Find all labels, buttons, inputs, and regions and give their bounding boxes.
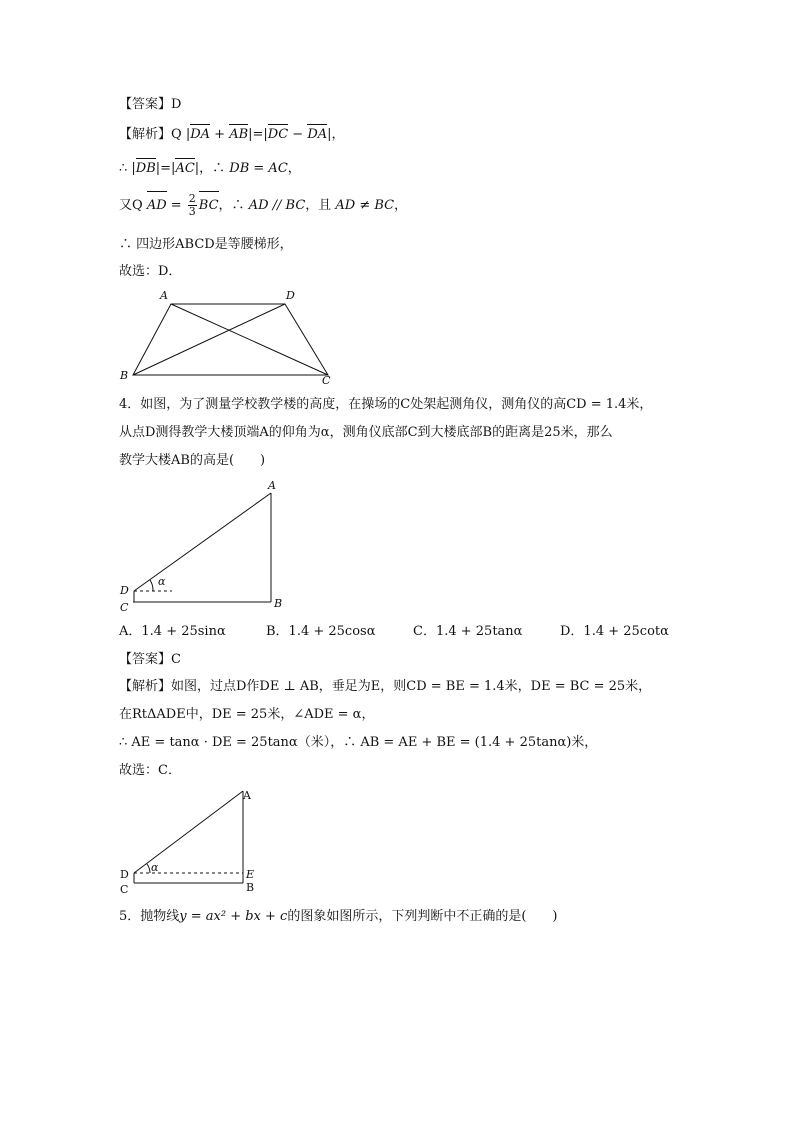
label-a-q4: A (268, 479, 276, 492)
option-c[interactable]: C．1.4 + 25tanα (413, 624, 523, 639)
analysis2-line-3: ∴ AE = tanα · DE = 25tanα（米），∴ AB = AE + BE = (1.4 + 25tanα)米， (119, 735, 598, 750)
q4-line-3: 教学大楼AB的高是( ) (119, 453, 266, 468)
because-symbol: Q (171, 127, 182, 142)
analysis2-line-4: 故选：C． (119, 763, 181, 778)
q5-formula: y = ax² + bx + c (179, 909, 288, 924)
label-alpha-q4: α (158, 575, 166, 588)
option-b[interactable]: B．1.4 + 25cosα (266, 624, 376, 639)
vector-ac: AC (175, 161, 195, 176)
fraction-denominator: 3 (188, 205, 196, 218)
vector-da-2: DA (307, 127, 328, 142)
option-d[interactable]: D．1.4 + 25cotα (560, 624, 669, 639)
vector-ad: AD (147, 193, 167, 219)
q4-line-1: 4．如图，为了测量学校教学楼的高度，在操场的C处架起测角仪，测角仪的高CD = 1.4米， (119, 397, 653, 412)
equation-db-ac: DB = AC (229, 161, 288, 176)
analysis-line-2: ∴ |DB|=|AC|，∴ DB = AC， (119, 161, 301, 176)
angle-arc-2 (147, 864, 150, 873)
q5-prefix: 5．抛物线 (119, 909, 180, 924)
vector-dc: DC (267, 127, 289, 142)
vector-ab: AB (229, 127, 249, 142)
answer-label-1: 【答案】D (119, 97, 182, 112)
label-b: B (120, 369, 129, 382)
not-equal-relation: AD ≠ BC (335, 198, 395, 213)
label-alpha-fig2: α (151, 861, 159, 874)
label-b-fig2: B (246, 881, 255, 894)
label-d: D (286, 289, 295, 302)
label-c-q4: C (120, 601, 129, 614)
analysis-line-5: 故选：D． (119, 264, 182, 279)
fraction-numerator: 2 (188, 192, 196, 205)
label-b-q4: B (274, 597, 283, 610)
label-c: C (322, 374, 331, 387)
analysis2-line-2: 在RtΔADE中，DE = 25米，∠ADE = α， (119, 707, 375, 722)
analysis2-line-1: 【解析】如图，过点D作DE ⊥ AB，垂足为E，则CD = BE = 1.4米，DE = BC = 25米， (119, 679, 652, 694)
vector-bc: BC (199, 193, 219, 219)
parallel-relation: AD // BC (248, 198, 306, 213)
q5-line (119, 908, 557, 926)
analysis-line-4: ∴ 四边形ABCD是等腰梯形， (119, 237, 293, 252)
label-d-fig2: D (120, 868, 129, 881)
option-a[interactable]: A．1.4 + 25sinα (119, 624, 226, 639)
label-c-fig2: C (120, 883, 129, 896)
therefore-symbol: ∴ (119, 161, 128, 176)
q4-line-2: 从点D测得教学大楼顶端A的仰角为α，测角仪底部C到大楼底部B的距离是25米，那么 (119, 425, 613, 440)
analysis-line-1: 【解析】Q |DA + AB|=|DC − DA|， (119, 127, 345, 142)
analysis-line-3: 又Q AD = $\frac{2}{3}$ BC，∴ AD // BC，且 AD ≠ BC， (119, 192, 408, 218)
label-e-fig2: E (246, 868, 255, 881)
label-a-fig2: A (243, 789, 251, 802)
label-a: A (160, 289, 168, 302)
also-because: 又Q (119, 198, 143, 213)
vector-da: DA (190, 127, 211, 142)
and-text: ，且 (305, 198, 332, 213)
analysis-label: 【解析】 (119, 127, 172, 142)
vector-db: DB (135, 161, 156, 176)
q5-suffix: 的图象如图所示，下列判断中不正确的是( ) (287, 909, 558, 924)
answer-label-2: 【答案】C (119, 652, 181, 667)
label-d-q4: D (120, 584, 129, 597)
